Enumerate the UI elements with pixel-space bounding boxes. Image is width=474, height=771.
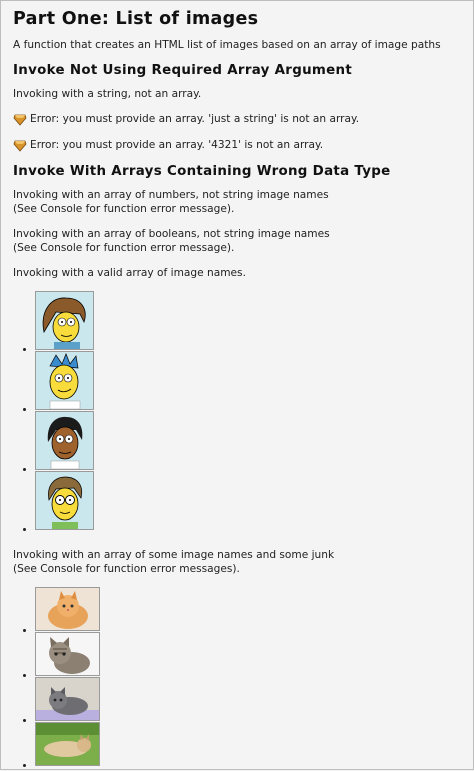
list-item [35, 471, 461, 530]
numbers-line1: Invoking with an array of numbers, not string image names [13, 189, 329, 201]
orange-kitten-image [35, 587, 100, 631]
error-gem-icon [13, 112, 27, 126]
section1-heading: Invoke Not Using Required Array Argument [13, 63, 353, 78]
lying-cat-image [35, 722, 100, 766]
tabby-kitten-image [35, 632, 100, 676]
error-message [13, 112, 461, 126]
valid-invoke-text: Invoking with a valid array of image names. [13, 267, 246, 279]
cat-image-list [13, 587, 461, 766]
junk-line1: Invoking with an array of some image names and some junk [13, 549, 335, 561]
error-gem-icon [13, 138, 27, 152]
booleans-invoke-text [13, 227, 461, 255]
numbers-line2: (See Console for function error message). [13, 203, 235, 215]
page [1, 1, 473, 766]
nerd-face-image [35, 471, 94, 530]
list-item [35, 632, 461, 676]
error-text: Error: you must provide an array. '4321' is not an array. [30, 139, 324, 151]
page-title: Part One: List of images [13, 9, 259, 29]
junk-line2: (See Console for function error messages). [13, 563, 240, 575]
junk-invoke-text [13, 548, 461, 576]
section2-heading: Invoke With Arrays Containing Wrong Data Type [13, 164, 391, 179]
list-item [35, 351, 461, 410]
woman-face-image [35, 291, 94, 350]
error-message [13, 138, 461, 152]
face-image-list [13, 291, 461, 530]
list-item [35, 587, 461, 631]
list-item [35, 291, 461, 350]
grey-kitten-image [35, 677, 100, 721]
dark-hair-face-image [35, 411, 94, 470]
error-text: Error: you must provide an array. 'just a string' is not an array. [30, 113, 360, 125]
list-item [35, 411, 461, 470]
intro-text: A function that creates an HTML list of images based on an array of image paths [13, 39, 441, 51]
numbers-invoke-text [13, 188, 461, 216]
string-invoke-text: Invoking with a string, not an array. [13, 88, 202, 100]
man-blue-hair-face-image [35, 351, 94, 410]
booleans-line1: Invoking with an array of booleans, not string image names [13, 228, 330, 240]
list-item [35, 677, 461, 721]
booleans-line2: (See Console for function error message). [13, 242, 235, 254]
list-item [35, 722, 461, 766]
